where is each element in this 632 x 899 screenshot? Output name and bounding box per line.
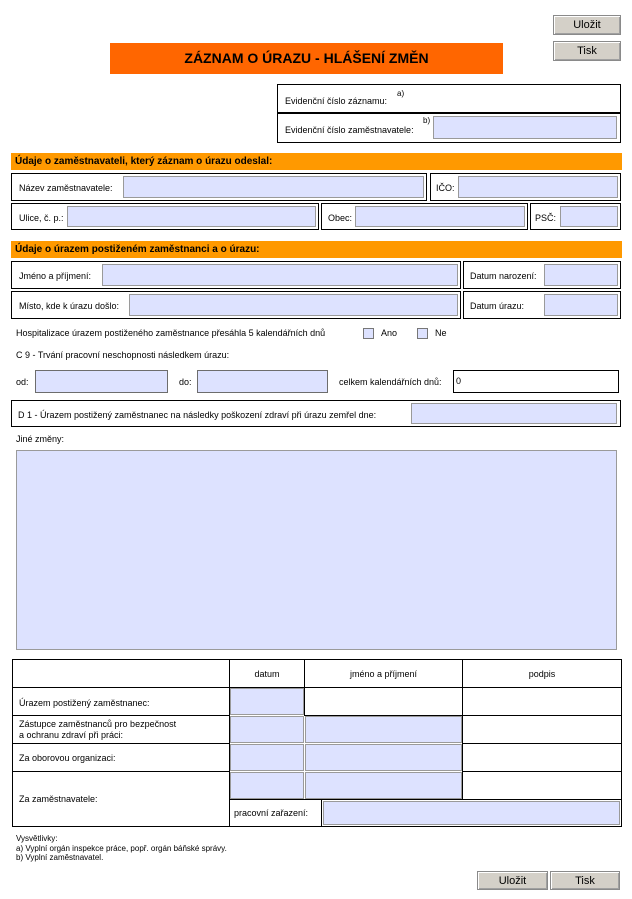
sig-header-signature [462,659,622,688]
record-number-box [277,84,621,113]
position-label: pracovní zařazení: [234,808,309,818]
save-button-top[interactable]: Uložit [553,15,621,35]
note-b: b) Vyplní zaměstnavatel. [16,853,104,862]
record-number-note: a) [397,89,405,98]
injury-date-input[interactable] [544,294,618,316]
employee-number-note: b) [423,116,431,125]
from-label: od: [16,377,29,387]
sig-row-injured-date[interactable] [230,688,304,715]
injury-date-label: Datum úrazu: [470,301,525,311]
death-date-input[interactable] [411,403,617,424]
sig-header-empty [12,659,230,688]
position-cell [321,799,622,827]
employee-number-box [277,113,621,143]
sig-row-employer-signature [462,771,622,800]
total-days-input[interactable]: 0 [453,370,619,393]
sig-row-safety-rep-signature [462,715,622,744]
print-button-bottom[interactable]: Tisk [550,871,620,890]
injury-date-row [463,291,621,319]
street-input[interactable] [67,206,316,227]
c9-label: C 9 - Trvání pracovní neschopnosti následkem úrazu: [16,350,230,360]
sig-row-injured-label: Úrazem postižený zaměstnanec: [19,698,150,708]
sig-row-union-label: Za oborovou organizaci: [19,753,116,763]
place-label: Místo, kde k úrazu došlo: [19,301,120,311]
other-changes-label: Jiné změny: [16,434,65,444]
sig-row-safety-rep [12,715,230,744]
hospitalization-yes-label: Ano [381,328,398,338]
place-row [11,291,461,319]
sig-row-injured-signature [462,687,622,716]
birth-date-label: Datum narození: [470,271,537,281]
position-label-cell [229,799,322,827]
to-date-input[interactable] [197,370,328,393]
sig-row-union [12,743,230,772]
employee-number-input[interactable] [433,116,617,139]
sig-row-safety-rep-label: Zástupce zaměstnanců pro bezpečnost a ochranu zdraví při práci: [19,719,177,740]
record-number-label: Evidenční číslo záznamu: [285,96,388,106]
birth-date-input[interactable] [544,264,618,286]
zip-row [530,203,621,230]
ico-input[interactable] [458,176,618,198]
sig-header-signature-label: podpis [528,669,556,679]
hospitalization-label: Hospitalizace úrazem postiženého zaměstnance přesáhla 5 kalendářních dnů [16,328,326,338]
to-label: do: [179,377,192,387]
sig-row-employer [12,771,230,827]
sig-header-name [304,659,463,688]
total-days-label: celkem kalendářních dnů: [339,377,442,387]
hospitalization-no-checkbox[interactable] [417,328,428,339]
d1-label: D 1 - Úrazem postižený zaměstnanec na následky poškození zdraví při úrazu zemřel dne: [18,410,377,420]
street-label: Ulice, č. p.: [19,213,64,223]
injured-name-label: Jméno a příjmení: [19,271,92,281]
injured-name-row [11,261,461,289]
sig-header-date [229,659,305,688]
hospitalization-yes-checkbox[interactable] [363,328,374,339]
employer-name-label: Název zaměstnavatele: [19,183,113,193]
city-input[interactable] [355,206,525,227]
injury-section-heading: Údaje o úrazem postiženém zaměstnanci a o úrazu: [11,241,622,258]
sig-row-union-name[interactable] [305,744,462,771]
sig-row-injured [12,687,230,716]
city-label: Obec: [328,213,353,223]
employee-number-label: Evidenční číslo zaměstnavatele: [285,125,414,135]
city-row [321,203,528,230]
sig-row-union-date[interactable] [230,744,304,771]
injured-name-input[interactable] [102,264,458,286]
hospitalization-no-label: Ne [435,328,447,338]
other-changes-textarea[interactable] [16,450,617,650]
ico-label: IČO: [436,183,455,193]
sig-row-safety-rep-date[interactable] [230,716,304,743]
note-a: a) Vyplní orgán inspekce práce, popř. orgán báňské správy. [16,844,227,853]
sig-row-injured-name[interactable] [304,687,463,716]
sig-header-date-label: datum [254,669,280,679]
sig-row-safety-rep-name[interactable] [305,716,462,743]
sig-header-name-label: jméno a příjmení [349,669,418,679]
street-row [11,203,319,230]
sig-row-employer-date[interactable] [230,772,304,799]
sig-row-employer-name[interactable] [305,772,462,799]
place-input[interactable] [129,294,458,316]
sig-row-union-signature [462,743,622,772]
position-input[interactable] [323,801,620,825]
employer-name-input[interactable] [123,176,424,198]
d1-row [11,400,621,427]
employer-section-heading: Údaje o zaměstnavateli, který záznam o úrazu odeslal: [11,153,622,170]
zip-input[interactable] [560,206,618,227]
zip-label: PSČ: [535,213,557,223]
ico-row [430,173,621,201]
notes-title: Vysvětlivky: [16,834,58,843]
print-button-top[interactable]: Tisk [553,41,621,61]
sig-row-employer-label: Za zaměstnavatele: [19,794,98,804]
from-date-input[interactable] [35,370,168,393]
birth-date-row [463,261,621,289]
save-button-bottom[interactable]: Uložit [477,871,548,890]
form-title: ZÁZNAM O ÚRAZU - HLÁŠENÍ ZMĚN [110,43,503,74]
employer-name-row [11,173,427,201]
